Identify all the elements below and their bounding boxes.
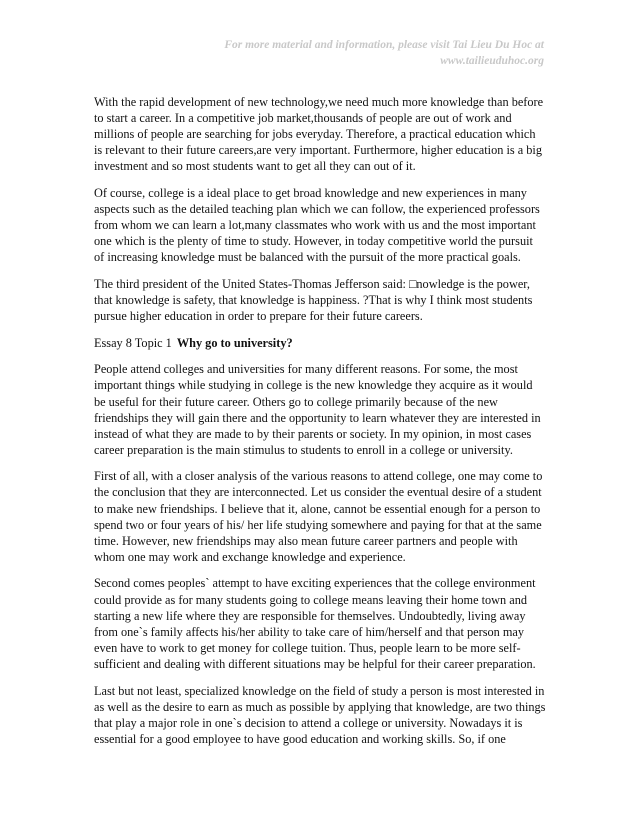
essay-paragraph-4: Last but not least, specialized knowledge on the field of study a person is most interested in as well as the desire to earn as much as possible by applying that knowledge, are two things that play a major role in one`s decision to attend a college or university. Nowadays it is essential for a good employee to have good education and working skills. So, if one (94, 683, 546, 746)
page-header (224, 37, 544, 69)
essay-label: Essay 8 Topic 1 (94, 335, 172, 350)
document-body (94, 94, 546, 757)
intro-paragraph-1: With the rapid development of new technology,we need much more knowledge than before to start a career. In a competitive job market,thousands of people are out of work and millions of people are searching for jobs everyday. Therefore, a practical education which is relevant to their future careers,are very important. Furthermore, higher education is a big investment and so most students want to get all they can out of it. (94, 95, 544, 174)
intro-paragraph-3: The third president of the United States-Thomas Jefferson said: □nowledge is the power, that knowledge is safety, that knowledge is happiness. ?That is why I think most students pursue higher education in order to prepare for their future careers. (94, 276, 533, 324)
header-line-1: For more material and information, please visit Tai Lieu Du Hoc at (224, 39, 544, 51)
header-line-2: www.tailieuduhoc.org (440, 55, 544, 67)
essay-title: Why go to university? (176, 335, 293, 350)
essay-paragraph-1: People attend colleges and universities for many different reasons. For some, the most important things while studying in college is the new knowledge they acquire as it would be useful for their future career. Others go to college primarily because of the new friendships they will gain there and the opportunity to learn whatever they are interested in instead of what they are made to by their parents or society. In my opinion, in most cases career preparation is the main stimulus to students to enroll in a college or university. (94, 362, 541, 457)
intro-paragraph-2: Of course, college is a ideal place to get broad knowledge and new experiences in many aspects such as the detailed teaching plan which we can follow, the experienced professors from whom we can learn a lot,many classmates who work with us and the most important one which is the plenty of time to study. However, in today competitive world the pursuit of increasing knowledge must be balanced with the pursuit of the more practical goals. (94, 185, 540, 265)
essay-paragraph-2: First of all, with a closer analysis of the various reasons to attend college, one may come to the conclusion that they are interconnected. Let us consider the eventual desire of a student to make new friendships. I believe that it, alone, cannot be essential enough for a person to spend two or four years of his/ her life studying somewhere and paying for that at the same time. However, new friendships may also mean future career partners and people with whom one may work and exchange knowledge and experience. (94, 469, 543, 564)
essay-paragraph-3: Second comes peoples` attempt to have exciting experiences that the college environment could provide as for many students going to college means leaving their home town and starting a new life where they are responsible for themselves. Undoubtedly, living away from one`s family affects his/her ability to take care of him/herself and that person may even have to work to get money for college tuition. Thus, people learn to be more self-sufficient and dealing with different situations may be helpful for their career preparation. (94, 576, 536, 671)
essay-heading (94, 335, 546, 351)
